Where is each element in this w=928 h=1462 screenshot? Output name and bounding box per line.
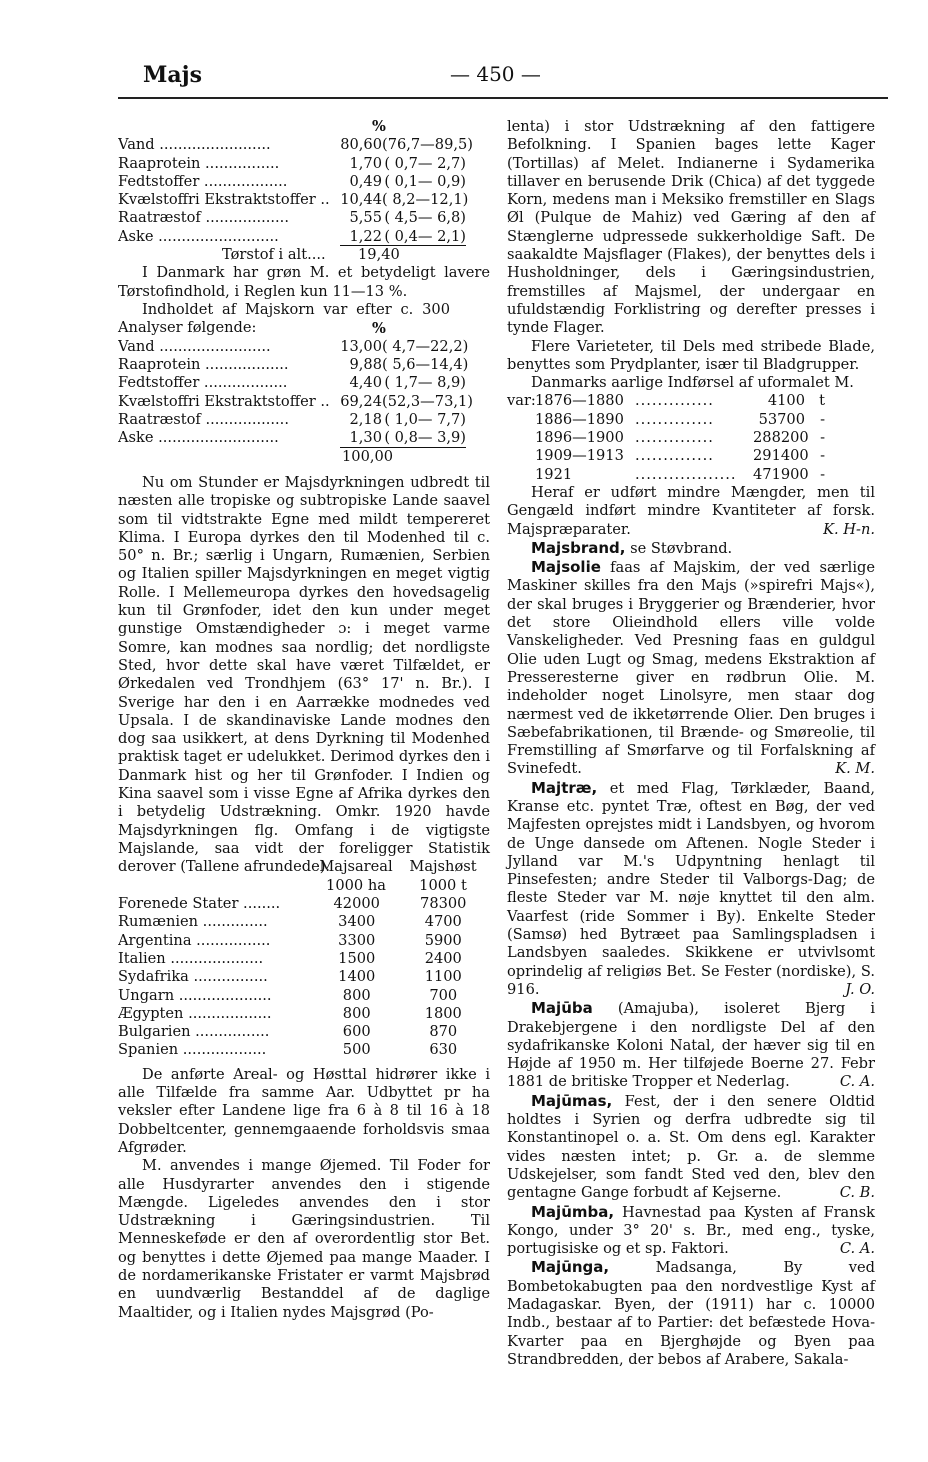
dictionary-entry (507, 1203, 875, 1259)
imports-leader: .............. (635, 429, 714, 447)
paragraph-exports (507, 484, 875, 539)
imports-row (507, 392, 875, 410)
composition1-label: Raatræstof .................. (118, 209, 289, 227)
imports-prefix (507, 429, 535, 447)
composition1-range: ( 4,5— 6,8) (384, 209, 466, 227)
paragraph-danmark: I Danmark har grøn M. et betydeligt lavere Tørstofindhold, i Reglen kun 11—13 %. (118, 264, 490, 300)
imports-intro: Danmarks aarlige Indførsel af uformalet M. (531, 374, 854, 392)
crop-row (118, 1041, 490, 1059)
crop-col-area: Majsareal (319, 858, 393, 876)
composition1-value: 5,55 (349, 209, 382, 227)
imports-period: 1921 (535, 465, 573, 483)
crop-row (118, 932, 490, 950)
imports-row (507, 466, 875, 484)
crop-country: Italien .................... (118, 949, 264, 967)
dictionary-entry (507, 1092, 875, 1203)
crop-harvest: 1100 (424, 968, 462, 986)
crop-country: Forenede Stater ........ (118, 895, 281, 913)
paragraph-varieties: Flere Varieteter, til Dels med stribede Blade, benyttes som Prydplanter, især til Bladgrupper. (507, 337, 875, 373)
imports-period: 1886—1890 (535, 410, 624, 428)
imports-value: 288200 (753, 429, 809, 447)
imports-leader: .............. (635, 447, 714, 465)
composition1-row (118, 228, 490, 246)
crop-col-harvest: Majshøst (409, 858, 477, 876)
entry-text: Havnestad paa Kysten af Fransk Kongo, under 3° 20' s. Br., med eng., tyske, portugisiske og et sp. Faktori. (507, 1203, 875, 1258)
composition1-row (118, 191, 490, 209)
composition2-range: ( 5,6—14,4) (382, 356, 469, 374)
imports-unit: t (819, 392, 825, 410)
dictionary-entry (507, 539, 875, 558)
paragraph-uses-continued: lenta) i stor Udstrækning af den fattigere Befolkning. I Spanien bages lette Kager (Tortillas) af Melet. Indianerne i Sydamerika tillaver en berusende Drik (Chica) af det tyggede Korn, medens man i Meksiko fremstiller en Slags Øl (Pulque de Mahiz) ved Gæring af den af Stænglerne udpressede sukkerholdige Saft. De saakaldte Majsflager (Flakes), der benyttes dels i Husholdninger, dels i Gæringsindustrien, fremstilles af Majsmel, der undergaar en ufuldstændig Forklistring og derefter presses i tynde Flager. (507, 118, 875, 337)
composition2-label: Raatræstof .................. (118, 411, 289, 429)
entry-headword: Majūmba, (531, 1202, 615, 1221)
crop-area: 1500 (338, 949, 376, 967)
composition2-value: 69,24 (340, 392, 382, 410)
crop-row (118, 1023, 490, 1041)
imports-unit: - (820, 429, 825, 447)
crop-country: Ungarn .................... (118, 986, 272, 1004)
composition1-table (118, 136, 490, 246)
entry-signature: C. A. (839, 1073, 875, 1091)
paragraph-yield: De anførte Areal- og Høsttal hidrører ikke i alle Tilfælde fra samme Aar. Udbyttet pr ha veksler efter Landene lige fra 6 à 8 til 16 à 18 Dobbeltcenter, gennemgaaende forholdsvis smaa Afgrøder. (118, 1065, 490, 1156)
composition1-total-value: 19,40 (358, 246, 400, 264)
crop-area: 500 (342, 1041, 371, 1059)
imports-period: 1909—1913 (535, 447, 624, 465)
composition1-label: Vand ........................ (118, 136, 271, 154)
composition1-value: 0,49 (349, 172, 382, 190)
imports-table (507, 392, 875, 483)
imports-period: 1896—1900 (535, 429, 624, 447)
paragraph-uses: M. anvendes i mange Øjemed. Til Foder for alle Husdyrarter anvendes den i stigende Mængde. Ligeledes anvendes den i stor Udstrækning i Gæringsindustrien. Til Menneskeføde er den af overordentlig stor Bet. og benyttes i dette Øjemed paa mange Maader. I de nordamerikanske Fristater er varmt Majsbrød en uundværlig Bestanddel af de daglige Maaltider, og i Italien nydes Majsgrød (Po- (118, 1157, 490, 1321)
crop-harvest: 700 (429, 986, 458, 1004)
composition2-range: ( 0,8— 3,9) (382, 429, 466, 447)
composition1-range: (76,7—89,5) (382, 136, 473, 154)
imports-unit: - (820, 465, 825, 483)
composition1-label: Fedtstoffer .................. (118, 172, 288, 190)
imports-row (507, 411, 875, 429)
entry-headword: Majsolie (531, 558, 601, 577)
entry-signature: C. B. (839, 1184, 875, 1202)
crop-table-header (118, 858, 490, 876)
imports-period: 1876—1880 (535, 392, 624, 410)
imports-prefix (507, 466, 535, 484)
imports-leader: .............. (635, 410, 714, 428)
crop-unit-harvest: 1000 t (419, 876, 467, 894)
entry-text: (Amajuba), isoleret Bjerg i Drakebjergene i den nordligste Del af den sydafrikanske Koloni Natal, der hæver sig til en Højde af 1950 m. Her tilføjede Boerne 27. Febr 1881 de britiske Tropper et Nederlag. (507, 1000, 875, 1091)
right-column (507, 118, 875, 1369)
entry-headword: Majsbrand, (531, 538, 626, 557)
crop-country: Sydafrika ................ (118, 968, 268, 986)
composition1-range: ( 0,4— 2,1) (382, 228, 466, 246)
composition1-value: 1,70 (349, 154, 382, 172)
composition2-value: 13,00 (340, 337, 382, 355)
crop-area: 800 (342, 986, 371, 1004)
crop-harvest: 78300 (420, 895, 467, 913)
imports-row (507, 429, 875, 447)
crop-country: Rumænien .............. (118, 913, 268, 931)
composition2-value: 4,40 (349, 374, 382, 392)
composition2-label: Vand ........................ (118, 337, 271, 355)
composition2-value: 9,88 (349, 356, 382, 374)
paragraph-cultivation: Nu om Stunder er Majsdyrkningen udbredt til næsten alle tropiske og subtropiske Lande saavel som til vidtstrakte Egne med mildt tempereret Klima. I Europa dyrkes den til Modenhed til c. 50° n. Br.; særlig i Ungarn, Rumænien, Serbien og Italien spiller Majsdyrkningen en meget vigtig Rolle. I Mellemeuropa dyrkes den hovedsagelig kun til Grønfoder, idet den kun under meget gunstige Omstændigheder ɔ: i meget varme Somre, kan modnes saa nordlig; det nordligste Sted, hvor dette skal have været Tilfældet, er Ørkedalen ved Trondhjem (63° 17' n. Br.). I Sverige har den i en Aarrække modnedes ved Upsala. I de skandinaviske Lande modnes den dog saa usikkert, at dens Dyrkning til Modenhed praktisk taget er udelukket. Derimod dyrkes den i Danmark hist og her til Grønfoder. I Indien og Kina saavel som i visse Egne af Afrika dyrkes den i betydelig Udstrækning. Omkr. 1920 havde Majsdyrkningen flg. Omfang i de vigtigste Majslande, saa vidt der foreligger Statistik derover (Tallene afrundede). (118, 473, 490, 876)
crop-area: 3400 (338, 913, 376, 931)
crop-country: Spanien .................. (118, 1041, 267, 1059)
entry-text: Fest, der i den senere Oldtid holdtes i Syrien og derfra udbredte sig til Konstantinopel o. a. St. Om dens egl. Karakter vides næsten intet; p. Gr. a. de slemme Udskejelser, som fandt Sted ved den, blev den gentagne Gange forbudt af Kejserne. (507, 1092, 876, 1202)
composition2-label: Aske .......................... (118, 429, 279, 447)
crop-harvest: 2400 (424, 949, 462, 967)
crop-area: 3300 (338, 931, 376, 949)
composition1-range: ( 0,7— 2,7) (384, 154, 466, 172)
composition1-range: ( 8,2—12,1) (382, 191, 469, 209)
imports-prefix: var: (507, 392, 536, 410)
imports-row (507, 447, 875, 465)
entry-text: faas af Majskim, der ved særlige Maskiner skilles fra den Majs (»spirefri Majs«), der skal bruges i Bryggerier og Brænderier, hvor det store Olieindhold ellers ville volde Vanskeligheder. Ved Presning faas en guldgul Olie uden Lugt og Smag, medens Ekstraktion af Presseresterne giver en rødbrun Olie. M. indeholder noget Linolsyre, men staar dog nærmest ved de ikketørrende Olier. Den bruges i Sæbefabrikationen, til Brænde- og Smøreolie, til Fremstilling af Smørfarve og til Forfalskning af Svinefedt. (507, 559, 875, 778)
entry-text: se Støvbrand. (630, 539, 733, 557)
composition2-label: Fedtstoffer .................. (118, 374, 288, 392)
entry-headword: Majūnga, (531, 1258, 610, 1277)
entry-signature: C. A. (839, 1240, 875, 1258)
entry-headword: Majtræ, (531, 778, 598, 797)
exports-signature: K. H-n. (823, 520, 875, 538)
crop-row (118, 1005, 490, 1023)
composition2-range: ( 1,0— 7,7) (384, 411, 466, 429)
composition2-unit: % (372, 319, 386, 337)
header-rule (118, 97, 888, 99)
entry-signature: J. O. (845, 980, 875, 998)
crop-harvest: 5900 (424, 931, 462, 949)
composition2-value: 1,30 (340, 429, 382, 447)
crop-row (118, 950, 490, 968)
exports-text: Heraf er udført mindre Mængder, men til Gengæld indført mindre Kvantiteter af forsk. Majspræparater. (507, 483, 875, 538)
composition2-range: (52,3—73,1) (382, 392, 473, 410)
composition1-label: Raaprotein ................ (118, 154, 280, 172)
crop-harvest: 1800 (424, 1004, 462, 1022)
composition2-range: ( 4,7—22,2) (382, 337, 469, 355)
entry-headword: Majūmas, (531, 1091, 613, 1110)
composition2-total-value: 100,00 (342, 447, 394, 465)
crop-harvest: 630 (429, 1041, 458, 1059)
composition1-row (118, 173, 490, 191)
imports-prefix (507, 447, 535, 465)
composition1-unit: % (372, 118, 386, 135)
entry-signature: K. M. (835, 760, 875, 778)
composition2-row (118, 338, 490, 356)
imports-leader: .............. (635, 392, 714, 410)
dictionary-entry (507, 779, 875, 1000)
composition1-total-label: Tørstof i alt.... (222, 246, 326, 264)
crop-area: 600 (342, 1023, 371, 1041)
composition2-table (118, 338, 490, 448)
entries (507, 539, 875, 1369)
left-column (118, 118, 490, 1322)
composition1-row (118, 155, 490, 173)
composition2-row (118, 374, 490, 392)
crop-harvest: 4700 (424, 913, 462, 931)
imports-value: 4100 (767, 392, 805, 410)
page-number: — 450 — (450, 62, 541, 86)
composition2-row (118, 411, 490, 429)
crop-row (118, 913, 490, 931)
composition2-range: ( 1,7— 8,9) (384, 374, 466, 392)
imports-leader: .................. (635, 465, 737, 483)
composition2-label: Raaprotein .................. (118, 356, 289, 374)
imports-unit: - (820, 410, 825, 428)
crop-row (118, 968, 490, 986)
entry-text: Madsanga, By ved Bombetokabugten paa den nordvestlige Kyst af Madagaskar. Byen, der (1911) har c. 10000 Indb., bestaar af to Partier: det befæstede Hova-Kvarter paa en Bjerghøjde og Byen paa Strandbredden, der bebos af Arabere, Sakala- (507, 1259, 875, 1368)
entry-text: et med Flag, Tørklæder, Baand, Kranse etc. pyntet Træ, oftest en Bøg, der ved Majfesten oprejstes midt i Landsbyen, og hvorom de Unge dansede om Aftenen. Nogle Steder i Jylland var M.'s Udpyntning henlagt til Pinsefesten; andre Steder til Valborgs-Dag; de fleste Steder var M. nøje knyttet til den alm. Vaarfest (ride Sommer i By). Enkelte Steder (Samsø) hed Bytræet paa Samlingspladsen i Landsbyen saaledes. Skikkene er utvivlsomt oprindelig af religiøs Bet. Se Fester (nordiske), S. 916. (507, 779, 876, 998)
composition2-row (118, 429, 490, 447)
imports-value: 291400 (753, 447, 809, 465)
composition1-label: Kvælstoffri Ekstraktstoffer .. (118, 191, 330, 209)
imports-value: 471900 (753, 465, 809, 483)
composition1-row (118, 209, 490, 227)
crop-country: Ægypten .................. (118, 1004, 272, 1022)
entry-headword: Majūba (531, 999, 593, 1018)
crop-area: 800 (342, 1004, 371, 1022)
dictionary-entry (507, 1258, 875, 1369)
composition1-range: ( 0,1— 0,9) (384, 172, 466, 190)
composition2-row (118, 356, 490, 374)
paragraph-analyses: Indholdet af Majskorn var efter c. 300 Analyser følgende: (118, 300, 450, 337)
composition2-label: Kvælstoffri Ekstraktstoffer .. (118, 392, 330, 410)
crop-harvest: 870 (429, 1023, 458, 1041)
composition1-total (118, 246, 490, 264)
crop-unit-area: 1000 ha (326, 876, 386, 894)
crop-country: Bulgarien ................ (118, 1023, 270, 1041)
composition2-row (118, 393, 490, 411)
crop-country: Argentina ................ (118, 931, 271, 949)
crop-table (118, 895, 490, 1060)
imports-value: 53700 (758, 410, 805, 428)
crop-area: 1400 (338, 968, 376, 986)
composition1-value: 1,22 (340, 228, 382, 246)
composition1-value: 10,44 (340, 191, 382, 209)
crop-area: 42000 (333, 895, 380, 913)
page-headword: Majs (143, 62, 202, 88)
composition1-row (118, 136, 490, 154)
dictionary-entry (507, 999, 875, 1091)
composition2-value: 2,18 (349, 411, 382, 429)
composition2-total (118, 448, 490, 466)
composition1-label: Aske .......................... (118, 227, 279, 245)
crop-row (118, 895, 490, 913)
crop-table-units (118, 877, 490, 895)
dictionary-entry (507, 558, 875, 779)
imports-unit: - (820, 447, 825, 465)
composition1-value: 80,60 (340, 136, 382, 154)
imports-prefix (507, 411, 535, 429)
crop-row (118, 987, 490, 1005)
